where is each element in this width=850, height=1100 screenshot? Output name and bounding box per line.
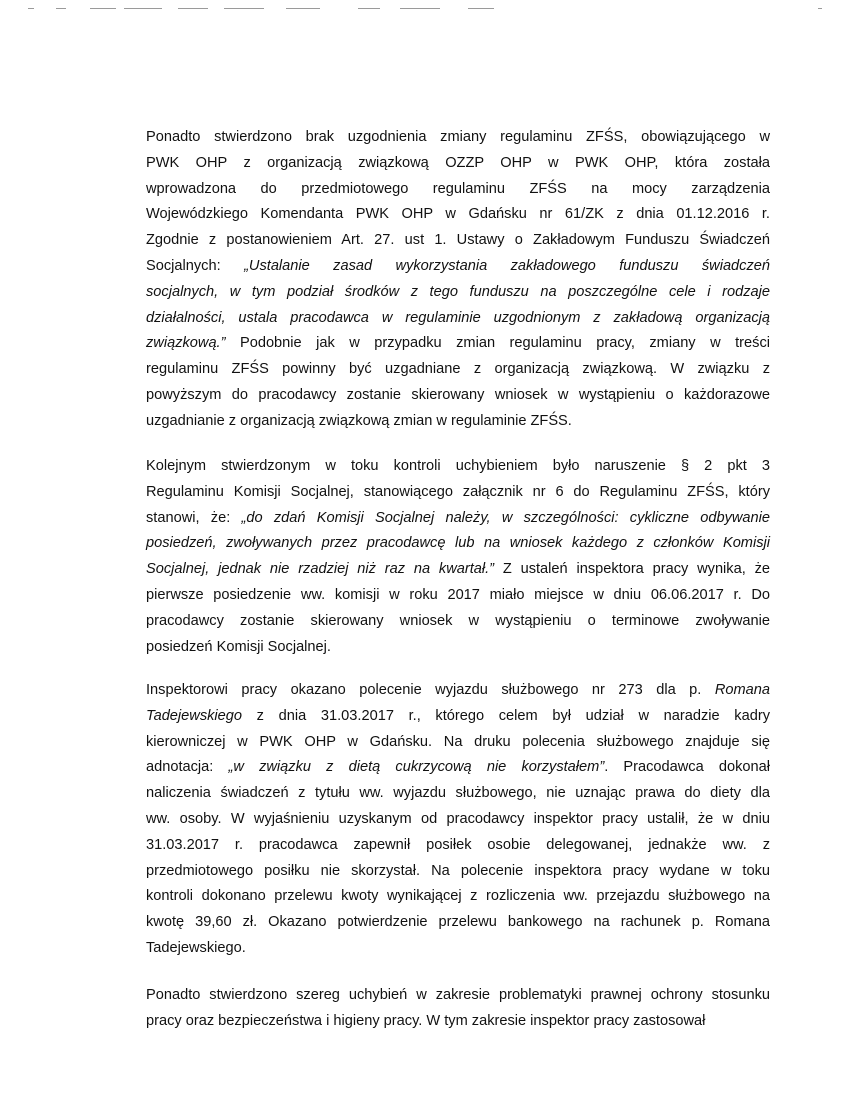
text-segment: Tadejewskiego. xyxy=(146,939,246,956)
text-line xyxy=(146,177,770,203)
italic-quote-segment: Romana xyxy=(714,682,770,698)
text-segment: kontroli dokonano przelewu kwoty wynikającej z rozliczenia ww. przejazdu służbowego na xyxy=(146,888,770,905)
text-segment: pierwsze posiedzenie ww. komisji w roku 2017 miało miejsce w dniu 06.06.2017 r. Do xyxy=(146,586,770,603)
text-line xyxy=(146,480,770,506)
text-segment: ww. osoby. W wyjaśnieniu uzyskanym od pracodawcy inspektor pracy ustalił, że w dniu xyxy=(146,810,770,827)
paragraph-business-trip xyxy=(146,678,770,962)
text-segment: Wojewódzkiego Komendanta PWK OHP w Gdańsku nr 61/ZK z dnia 01.12.2016 r. xyxy=(146,206,770,223)
text-segment: kwotę 39,60 zł. Okazano potwierdzenie przelewu bankowego na rachunek p. Romana xyxy=(146,914,770,931)
text-line xyxy=(146,807,770,833)
text-line xyxy=(146,202,770,228)
text-segment: posiedzeń Komisji Socjalnej. xyxy=(146,638,331,655)
text-segment: Kolejnym stwierdzonym w toku kontroli uchybieniem było naruszenie § 2 pkt 3 xyxy=(146,458,770,474)
text-line xyxy=(146,678,770,704)
text-line xyxy=(146,454,770,480)
text-line xyxy=(146,609,770,635)
text-line xyxy=(146,306,770,332)
text-segment: z dnia 31.03.2017 r., którego celem był udział w naradzie kadry xyxy=(242,707,770,724)
text-segment: regulaminu ZFŚS powinny być uzgadniane z organizacją związkową. W związku z xyxy=(146,361,770,378)
text-line xyxy=(146,884,770,910)
italic-quote-segment: socjalnych, w tym podział środków z tego funduszu na poszczególne cele i rodzaje xyxy=(146,283,770,300)
text-segment: stanowi, że: xyxy=(146,509,242,526)
text-line xyxy=(146,781,770,807)
text-segment: Socjalnych: xyxy=(146,257,245,274)
text-line xyxy=(146,409,770,435)
text-line xyxy=(146,1009,770,1035)
text-line xyxy=(146,151,770,177)
text-segment: pracy oraz bezpieczeństwa i higieny pracy. W tym zakresie inspektor pracy zastosował xyxy=(146,1012,706,1029)
text-segment: Podobnie jak w przypadku zmian regulaminu pracy, zmiany w treści xyxy=(225,335,770,352)
text-segment: wprowadzona do przedmiotowego regulaminu ZFŚS na mocy zarządzenia xyxy=(146,180,770,197)
text-segment: pracodawcy zostanie skierowany wniosek w wystąpieniu o terminowe zwoływanie xyxy=(146,612,770,629)
text-line xyxy=(146,833,770,859)
text-segment: 31.03.2017 r. pracodawca zapewnił posiłek osobie delegowanej, jednakże ww. z xyxy=(146,836,770,853)
italic-quote-segment: „w związku z dietą cukrzycową nie korzystałem” xyxy=(228,759,605,776)
text-segment: kierowniczej w PWK OHP w Gdańsku. Na druku polecenia służbowego znajduje się xyxy=(146,733,770,750)
italic-quote-segment: „Ustalanie zasad wykorzystania zakładowego funduszu świadczeń xyxy=(244,257,771,274)
text-line xyxy=(146,730,770,756)
text-segment: przedmiotowego posiłku nie skorzystał. Na polecenie inspektora pracy wydane w toku xyxy=(146,862,770,879)
italic-quote-segment: działalności, ustala pracodawca w regulaminie uzgodnionym z zakładową organizacją xyxy=(146,309,770,326)
text-line xyxy=(146,254,770,280)
text-segment: Regulaminu Komisji Socjalnej, stanowiącego załącznik nr 6 do Regulaminu ZFŚS, który xyxy=(146,483,770,500)
text-line xyxy=(146,704,770,730)
text-segment: Ponadto stwierdzono szereg uchybień w zakresie problematyki prawnej ochrony stosunku xyxy=(146,987,770,1003)
text-line xyxy=(146,125,770,151)
text-line xyxy=(146,357,770,383)
text-segment: PWK OHP z organizacją związkową OZZP OHP w PWK OHP, która została xyxy=(146,154,770,171)
paragraph-further-findings xyxy=(146,983,770,1035)
text-line xyxy=(146,506,770,532)
text-line xyxy=(146,383,770,409)
paragraph-zfss-regulation xyxy=(146,125,770,435)
italic-quote-segment: związkową.” xyxy=(146,335,226,352)
italic-quote-segment: posiedzeń, zwoływanych przez pracodawcę lub na wniosek każdego z członków Komisji xyxy=(146,535,770,552)
text-segment: Zgodnie z postanowieniem Art. 27. ust 1. Ustawy o Zakładowym Funduszu Świadczeń xyxy=(146,232,770,249)
text-segment: uzgadnianie z organizacją związkową zmian w regulaminie ZFŚS. xyxy=(146,412,572,429)
text-segment: powyższym do pracodawcy zostanie skierowany wniosek w wystąpieniu o każdorazowe xyxy=(146,386,770,403)
text-line xyxy=(146,331,770,357)
text-line xyxy=(146,755,770,781)
text-segment: Z ustaleń inspektora pracy wynika, że xyxy=(494,561,770,578)
text-segment: Inspektorowi pracy okazano polecenie wyjazdu służbowego nr 273 dla p. xyxy=(146,682,715,698)
italic-quote-segment: Tadejewskiego xyxy=(146,707,243,724)
text-line xyxy=(146,983,770,1009)
text-line xyxy=(146,531,770,557)
italic-quote-segment: „do zdań Komisji Socjalnej należy, w szczególności: cykliczne odbywanie xyxy=(241,509,770,526)
text-line xyxy=(146,228,770,254)
text-line xyxy=(146,557,770,583)
text-segment: naliczenia świadczeń z tytułu ww. wyjazdu służbowego, nie uznając prawa do diety dla xyxy=(146,785,770,802)
text-segment: Ponadto stwierdzono brak uzgodnienia zmiany regulaminu ZFŚS, obowiązującego w xyxy=(146,129,770,145)
text-line xyxy=(146,635,770,661)
paragraph-social-commission xyxy=(146,454,770,660)
scan-artifact-marks xyxy=(28,6,828,12)
text-line xyxy=(146,936,770,962)
italic-quote-segment: Socjalnej, jednak nie rzadziej niż raz na kwartał.” xyxy=(146,561,495,578)
text-line xyxy=(146,859,770,885)
text-segment: . Pracodawca dokonał xyxy=(604,759,771,776)
text-segment: adnotacja: xyxy=(146,759,229,776)
text-line xyxy=(146,280,770,306)
text-line xyxy=(146,910,770,936)
text-line xyxy=(146,583,770,609)
